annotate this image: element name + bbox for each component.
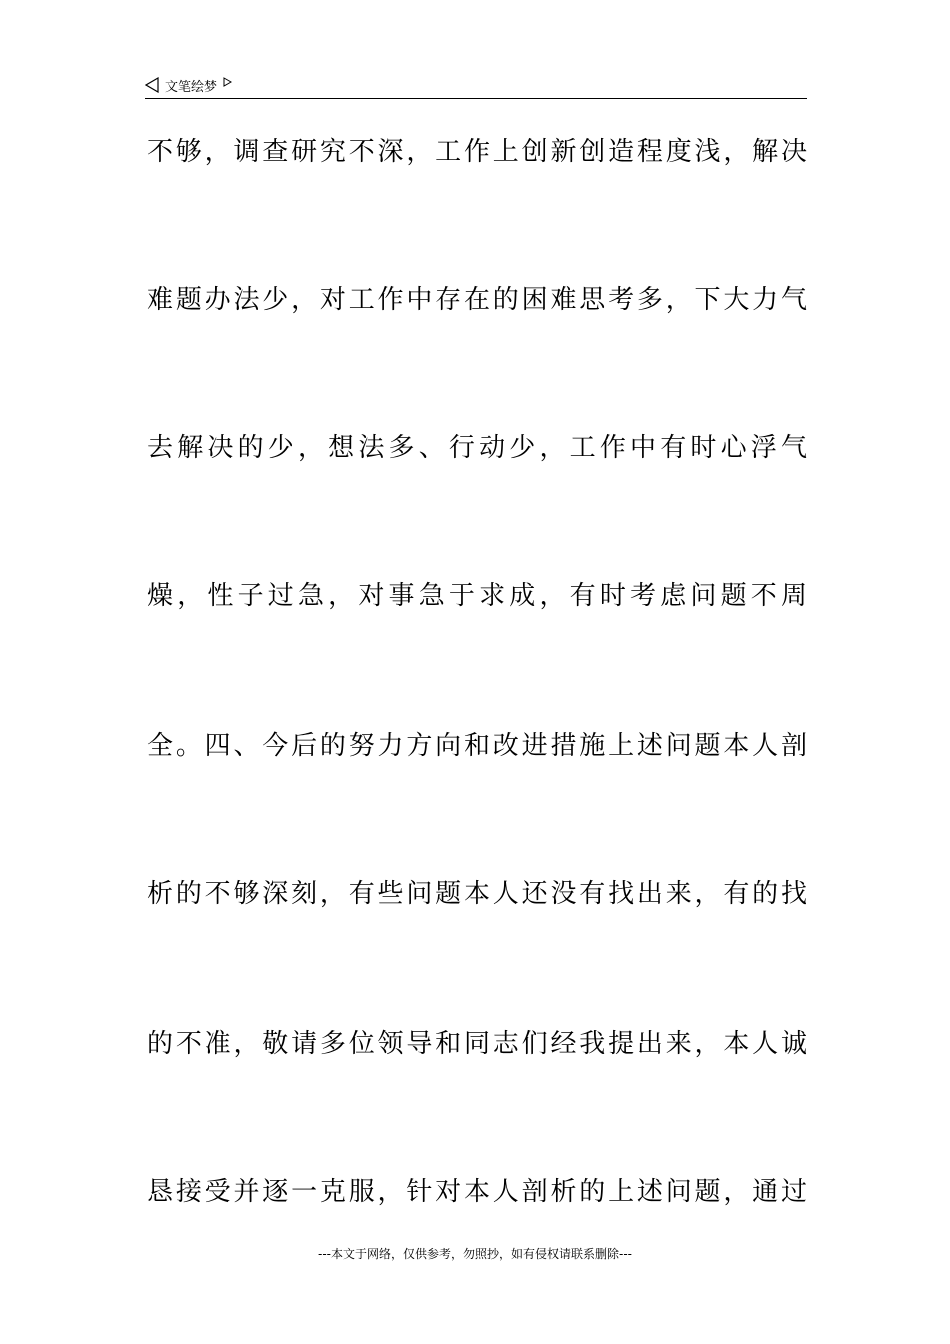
body-line-8: 恳接受并逐一克服，针对本人剖析的上述问题，通过 <box>147 1177 807 1207</box>
body-line-5: 全。四、今后的努力方向和改进措施上述问题本人剖 <box>147 731 807 761</box>
body-line-7: 的不准，敬请多位领导和同志们经我提出来，本人诚 <box>147 1029 807 1059</box>
page-header <box>145 74 807 99</box>
body-line-4: 燥，性子过急，对事急于求成，有时考虑问题不周 <box>147 581 807 611</box>
triangle-right-icon <box>223 77 232 87</box>
body-line-6: 析的不够深刻，有些问题本人还没有找出来，有的找 <box>147 879 807 909</box>
body-line-2: 难题办法少，对工作中存在的困难思考多，下大力气 <box>147 285 807 315</box>
footer-disclaimer: ---本文于网络，仅供参考，勿照抄，如有侵权请联系删除--- <box>318 1247 632 1261</box>
header-content <box>145 74 232 96</box>
body-line-1: 不够，调查研究不深，工作上创新创造程度浅，解决 <box>147 137 807 167</box>
triangle-left-icon <box>145 77 159 93</box>
body-line-3: 去解决的少，想法多、行动少，工作中有时心浮气 <box>147 433 807 463</box>
header-title: 文笔绘梦 <box>165 79 218 95</box>
